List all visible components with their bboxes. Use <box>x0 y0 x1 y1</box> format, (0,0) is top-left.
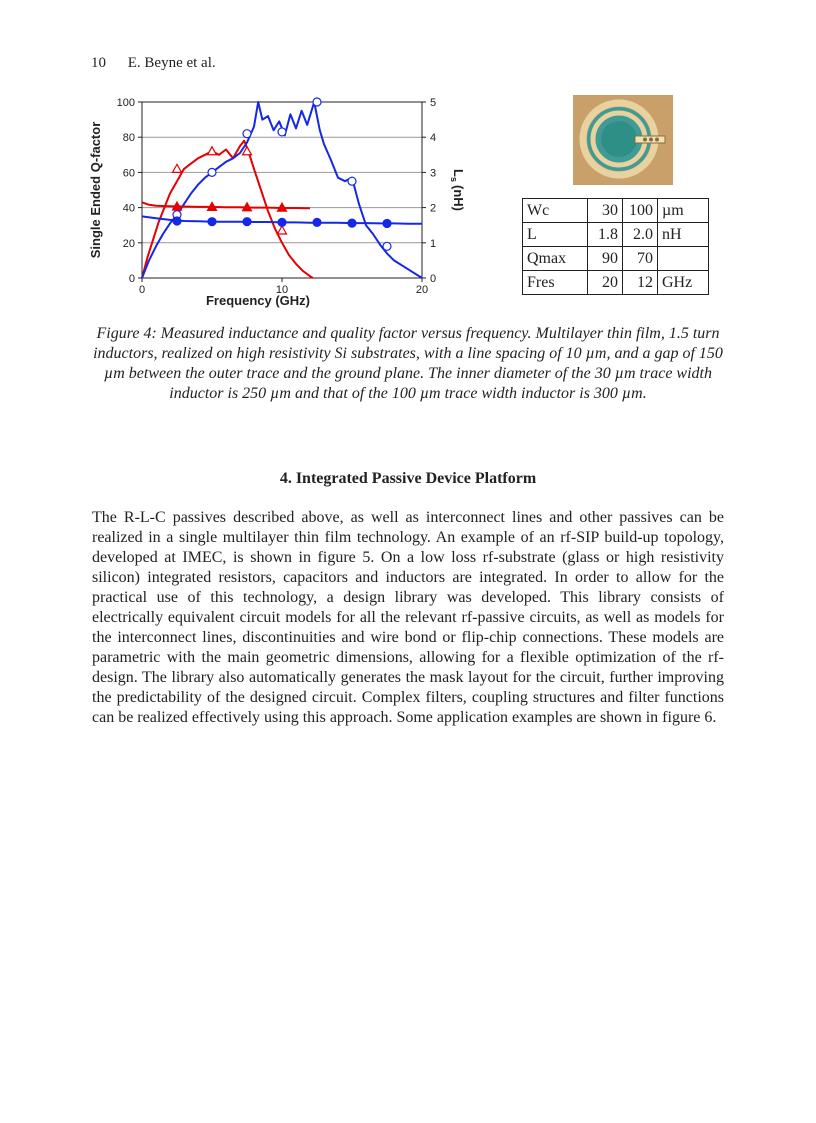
y-axis-left-label: Single Ended Q-factor <box>88 121 103 259</box>
y-right-tick-label: 2 <box>430 202 437 215</box>
x-tick-label: 20 <box>415 284 429 296</box>
table-cell-label: Wc <box>523 199 588 223</box>
y-left-tick-label: 60 <box>122 167 135 180</box>
y-left-tick-label: 40 <box>122 202 135 215</box>
table-cell-unit: nH <box>658 223 709 247</box>
y-axis-right-label <box>449 169 466 211</box>
table-cell-v30: 90 <box>588 247 623 271</box>
svg-text:Ls(nH) <box>449 169 466 211</box>
table-row <box>523 223 709 247</box>
y-right-tick-label: 5 <box>430 97 437 109</box>
data-point <box>243 218 251 226</box>
table-cell-v100: 2.0 <box>623 223 658 247</box>
table-cell-v100: 70 <box>623 247 658 271</box>
y-axis-right-unit: (nH) <box>451 184 466 211</box>
page-header <box>91 55 216 72</box>
data-point <box>208 168 216 176</box>
table-cell-unit <box>658 247 709 271</box>
y-right-tick-label: 1 <box>430 237 437 250</box>
inductor-chart <box>84 92 464 314</box>
y-left-tick-label: 100 <box>116 97 135 109</box>
table-row <box>523 199 709 223</box>
y-right-tick-label: 3 <box>430 167 437 180</box>
data-point <box>278 128 286 136</box>
data-point <box>313 218 321 226</box>
x-axis-label: Frequency (GHz) <box>205 293 311 308</box>
y-left-tick-label: 20 <box>122 237 135 250</box>
data-point <box>208 218 216 226</box>
data-point <box>278 226 287 234</box>
figure-caption: Figure 4: Measured inductance and quality factor versus frequency. Multilayer thin film, 1.5 turn inductors, realized on high resistivity Si substrates, with a line spacing of 10 µm, and a gap of 150 µm between the outer trace and the ground plane. The inner diameter of the 30 µm trace width inductor is 250 µm and that of the 100 µm trace width inductor is 300 µm. <box>93 325 723 402</box>
table-cell-unit: GHz <box>658 271 709 295</box>
y-left-tick-label: 0 <box>128 273 135 285</box>
y-left-tick-label: 80 <box>122 132 135 145</box>
y-axis-right-main: L <box>451 169 466 177</box>
section-title: 4. Integrated Passive Device Platform <box>279 470 537 487</box>
table-cell-v30: 20 <box>588 271 623 295</box>
page-number: 10 <box>91 55 106 71</box>
table-cell-v30: 30 <box>588 199 623 223</box>
table-row <box>523 247 709 271</box>
data-point <box>348 177 356 185</box>
data-point <box>243 130 251 138</box>
table-cell-v100: 12 <box>623 271 658 295</box>
parameter-table <box>522 198 709 295</box>
table-cell-v100: 100 <box>623 199 658 223</box>
y-right-tick-label: 0 <box>430 273 437 285</box>
data-point <box>383 242 391 250</box>
inductor-photo <box>573 95 673 185</box>
data-point <box>278 218 286 226</box>
y-right-tick-label: 4 <box>430 132 437 145</box>
data-point <box>173 164 182 172</box>
running-author: E. Beyne et al. <box>127 55 216 71</box>
data-point <box>383 219 391 227</box>
y-axis-right-sub: s <box>449 176 459 182</box>
table-cell-label: L <box>523 223 588 247</box>
table-row <box>523 271 709 295</box>
chart-markers <box>173 98 392 250</box>
table-cell-unit: µm <box>658 199 709 223</box>
data-point <box>173 217 181 225</box>
x-tick-label: 10 <box>275 284 289 296</box>
data-point <box>348 219 356 227</box>
table-cell-v30: 1.8 <box>588 223 623 247</box>
body-paragraph: The R-L-C passives described above, as well as interconnect lines and other passives can be realized in a single multilayer thin film technology. An example of an rf-SIP build-up topology, developed at IMEC, is shown in figure 5. On a low loss rf-substrate (glass or high resistivity silicon) integrated resistors, capacitors and inductors are integrated. In order to allow for the practical use of this technology, a design library was developed. This library consists of electrically equivalent circuit models for all the relevant rf-passive circuits, as well as models for the interconnect lines, discontinuities and wire bond or flip-chip connections. These models are parametric with the main geometric dimensions, allowing for a flexible optimization of the rf-design. The library also automatically generates the mask layout for the circuit, further improving the predictability of the designed circuit. Complex filters, coupling structures and filter functions can be realized effectively using this approach. Some application examples are shown in figure 6. <box>92 509 724 726</box>
table-cell-label: Fres <box>523 271 588 295</box>
data-point <box>313 98 321 106</box>
data-point <box>208 147 217 155</box>
x-tick-label: 0 <box>138 284 146 296</box>
table-cell-label: Qmax <box>523 247 588 271</box>
